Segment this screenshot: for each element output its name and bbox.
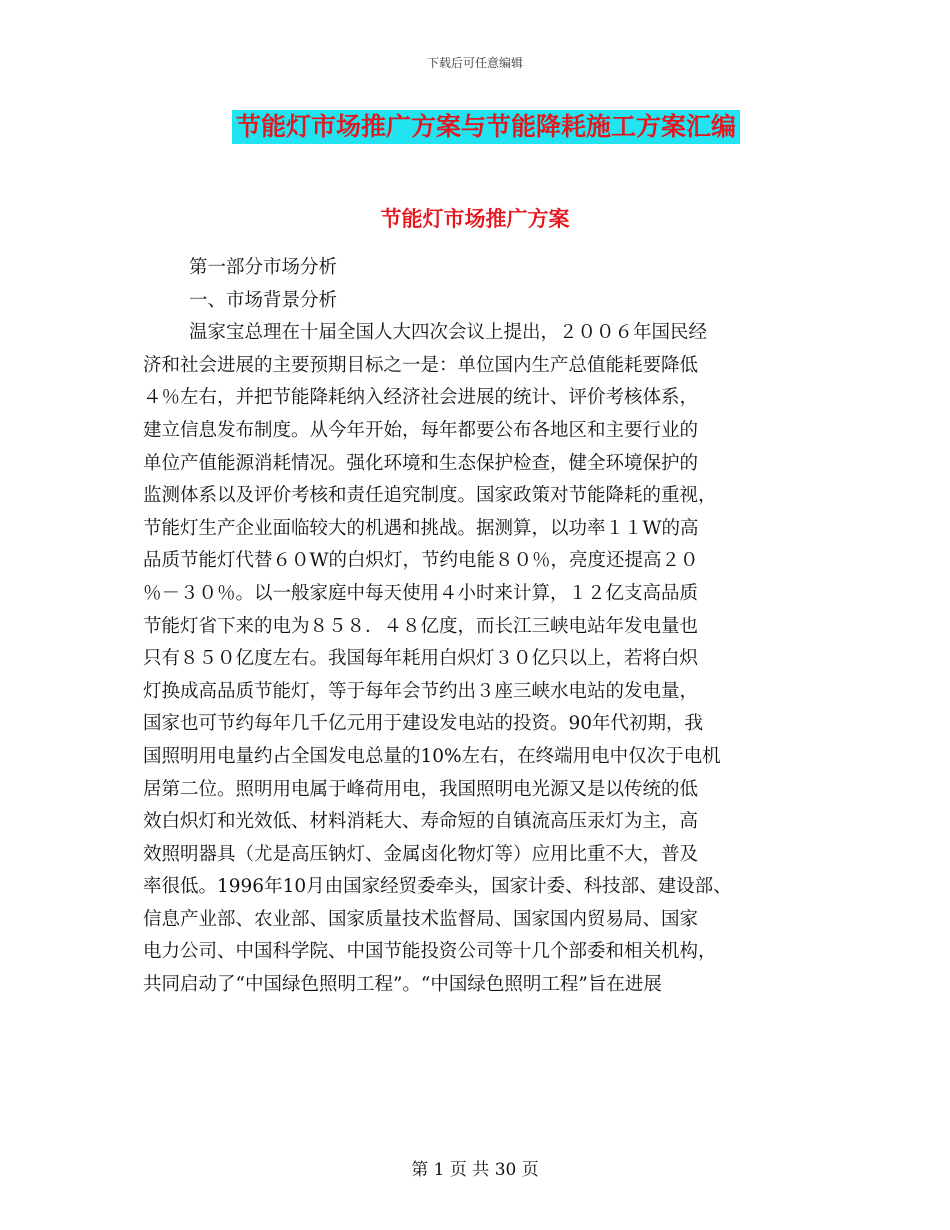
paragraph-line: ４％左右，并把节能降耗纳入经济社会进展的统计、评价考核体系， (143, 387, 699, 409)
paragraph-line: 节能灯省下来的电为８５８．４８亿度，而长江三峡电站年发电量也 (143, 615, 699, 637)
paragraph-line: 节能灯生产企业面临较大的机遇和挑战。据测算，以功率１１W的高 (143, 517, 699, 539)
paragraph-line: 建立信息发布制度。从今年开始，每年都要公布各地区和主要行业的 (143, 419, 699, 441)
paragraph-line: 效白炽灯和光效低、材料消耗大、寿命短的自镇流高压汞灯为主，高 (143, 811, 699, 833)
part-heading: 第一部分市场分析 (189, 257, 338, 278)
paragraph-line: 温家宝总理在十届全国人大四次会议上提出，２００６年国民经 (189, 322, 708, 344)
header-note: 下载后可任意编辑 (426, 56, 523, 70)
paragraph-line: 监测体系以及评价考核和责任追究制度。国家政策对节能降耗的重视， (143, 485, 717, 507)
document-title: 节能灯市场推广方案与节能降耗施工方案汇编 (232, 110, 740, 144)
paragraph-line: 共同启动了“中国绿色照明工程”。“中国绿色照明工程”旨在进展 (143, 974, 662, 996)
paragraph-line: ％－３０％。以一般家庭中每天使用４小时来计算，１２亿支高品质 (143, 582, 699, 604)
paragraph-line: 信息产业部、农业部、国家质量技术监督局、国家国内贸易局、国家 (143, 908, 699, 930)
paragraph-line: 只有８５０亿度左右。我国每年耗用白炽灯３０亿只以上，若将白炽 (143, 648, 699, 670)
paragraph-line: 国家也可节约每年几千亿元用于建设发电站的投资。90年代初期，我 (143, 713, 704, 735)
paragraph-line: 济和社会进展的主要预期目标之一是：单位国内生产总值能耗要降低 (143, 354, 699, 376)
page-footer: 第 1 页 共 30 页 (411, 1160, 539, 1180)
paragraph-line: 居第二位。照明用电属于峰荷用电，我国照明电光源又是以传统的低 (143, 778, 699, 800)
paragraph-line: 效照明器具（尤是高压钠灯、金属卤化物灯等）应用比重不大，普及 (143, 843, 699, 865)
paragraph-line: 灯换成高品质节能灯，等于每年会节约出３座三峡水电站的发电量， (143, 680, 699, 702)
paragraph-line: 率很低。1996年10月由国家经贸委牵头，国家计委、科技部、建设部、 (143, 876, 732, 898)
paragraph-line: 国照明用电量约占全国发电总量的10%左右，在终端用电中仅次于电机 (143, 745, 721, 767)
paragraph-line: 品质节能灯代替６０W的白炽灯，节约电能８０％，亮度还提高２０ (143, 550, 699, 572)
paragraph-line: 电力公司、中国科学院、中国节能投资公司等十几个部委和相关机构， (143, 941, 717, 963)
subsection-heading: 一、市场背景分析 (189, 289, 338, 311)
section-title: 节能灯市场推广方案 (380, 206, 570, 231)
body-text (143, 252, 815, 1002)
paragraph-line: 单位产值能源消耗情况。强化环境和生态保护检查，健全环境保护的 (143, 452, 699, 474)
